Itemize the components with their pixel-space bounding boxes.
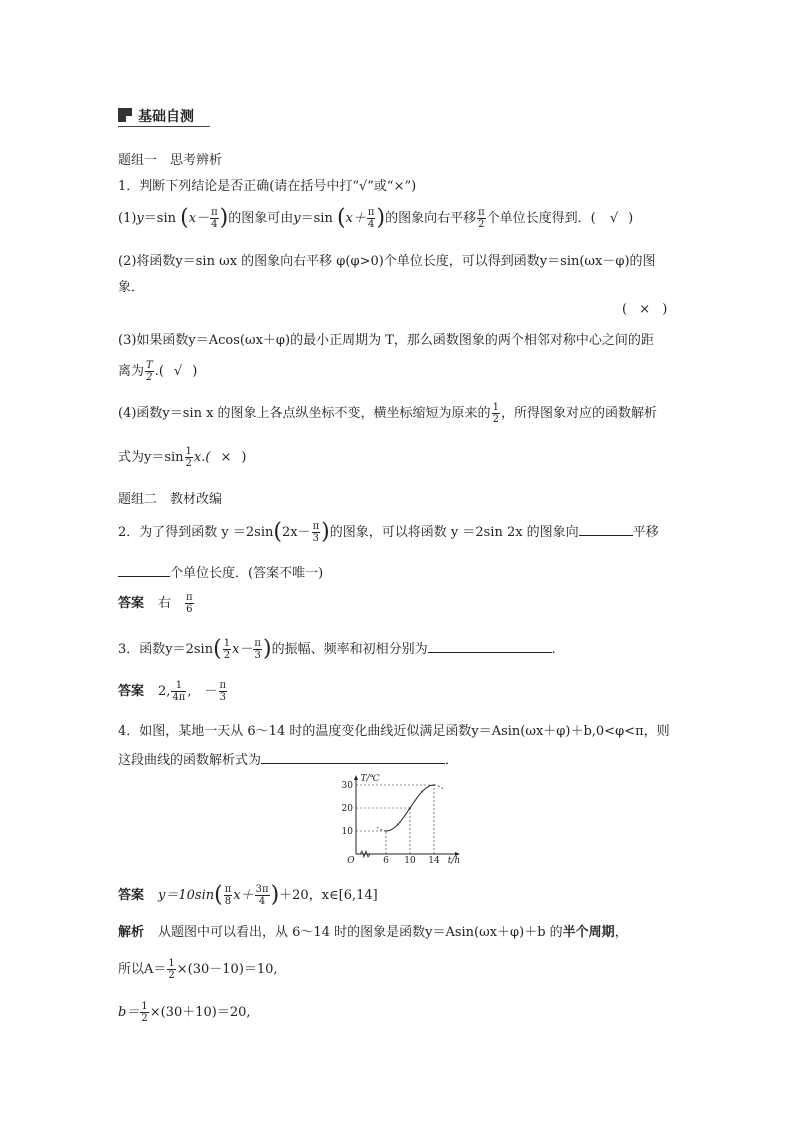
s1-y2: y: [293, 211, 301, 226]
s1-x1: x－: [188, 211, 210, 226]
a4-label: 答案: [118, 888, 145, 903]
section-square-icon: [118, 108, 132, 122]
s4-line1a: (4)函数y＝sin x 的图象上各点纵坐标不变，横坐标缩短为原来的: [118, 406, 491, 421]
q2-frac-den: 3: [312, 533, 320, 544]
s1-y: y: [136, 211, 144, 226]
q2-tail2: 个单位长度．(答案不唯一): [170, 566, 324, 581]
s1-eq: ＝sin: [143, 211, 176, 226]
analysis-l3post: ×(30＋10)＝20,: [149, 1005, 251, 1020]
a3-frac1-den: 4π: [172, 692, 186, 703]
s4-frac2-num: 1: [185, 446, 192, 457]
a3-label: 答案: [118, 684, 145, 699]
s4-line1b: ，所得图象对应的函数解析: [500, 406, 657, 421]
a4-rparen: ): [270, 882, 280, 908]
curve-extension-right: [434, 785, 443, 789]
a4-post: ＋20，x∈[6,14]: [279, 888, 378, 903]
a4-frac1-num: π: [224, 884, 232, 895]
analysis-line1: [118, 921, 628, 940]
s4-frac1-den: 2: [492, 414, 499, 425]
temperature-chart: [336, 772, 462, 864]
q3-post: 的振幅、频率和初相分别为: [271, 642, 428, 657]
s3-mark: √: [173, 364, 183, 379]
y-tick-label-30: 30: [341, 781, 353, 791]
y-tick-label-10: 10: [341, 827, 353, 837]
q1-s3-line1: (3)如果函数y＝Acos(ωx＋φ)的最小正周期为 T，那么函数图象的两个相邻对称中心之间的距: [118, 333, 654, 348]
x-axis-label: t/h: [447, 856, 461, 864]
q3-pre: 3．函数y＝2sin: [118, 642, 214, 657]
a3-frac2-den: 3: [219, 692, 226, 703]
q4-line2-text: 这段曲线的函数解析式为: [118, 753, 262, 768]
s1-frac3-den: 2: [478, 219, 485, 230]
analysis-frac2-den: 2: [141, 1013, 148, 1024]
q3-frac1-den: 2: [223, 650, 231, 661]
a4-x: x＋: [233, 888, 254, 903]
s1-rparen2: ): [376, 205, 386, 231]
a4-frac2-num: 3π: [255, 884, 269, 895]
data-point-8: [397, 824, 399, 826]
q2-rparen: ): [321, 519, 330, 545]
q3-end: ．: [551, 642, 565, 657]
a4-frac1: [224, 884, 233, 907]
a2-label: 答案: [118, 596, 145, 611]
a3-frac2: [219, 680, 228, 703]
q1-stem: 1．判断下列结论是否正确(请在括号中打“√”或“×”): [118, 179, 417, 194]
a2-frac: [185, 592, 194, 615]
s1-frac1-num: π: [211, 207, 218, 218]
s4-frac1-num: 1: [492, 402, 499, 413]
q4-line1: 4．如图，某地一天从 6～14 时的温度变化曲线近似满足函数y＝Asin(ωx＋φ)＋b,0<φ<π，则: [118, 724, 670, 739]
analysis-label: 解析: [118, 925, 145, 940]
a2-v1: 右: [158, 596, 172, 611]
q3-blank[interactable]: [428, 640, 552, 653]
s1-frac2: [367, 207, 376, 230]
s1-close: ): [628, 211, 634, 226]
q3-x: x－: [232, 642, 253, 657]
q3-frac2-den: 3: [254, 650, 261, 661]
section-header: [118, 106, 210, 127]
q2-tail1: 平移: [632, 525, 659, 540]
s1-frac1-den: 4: [211, 219, 218, 230]
q2-frac-num: π: [312, 521, 320, 532]
q4-end: ．: [445, 753, 459, 768]
analysis-l2post: ×(30－10)＝10,: [176, 962, 278, 977]
analysis-line1c: ，: [614, 925, 628, 940]
analysis-line2: [118, 958, 278, 981]
a3-comma: , －: [187, 684, 218, 699]
q2-pre: 2．为了得到函数 y ＝2sin: [118, 525, 274, 540]
analysis-frac1-num: 1: [168, 958, 175, 969]
q1-s4-line1: [118, 402, 657, 425]
q2-frac: [312, 521, 321, 544]
s3-frac-den: 2: [146, 372, 153, 383]
q4-blank[interactable]: [261, 751, 445, 764]
s3-pre: 离为: [118, 364, 145, 379]
q3: [118, 638, 565, 661]
analysis-frac1: [167, 958, 175, 981]
q2-inner: 2x－: [281, 525, 311, 540]
s1-num: (1): [118, 211, 137, 226]
y-axis-label: T/℃: [360, 774, 380, 784]
s4-mark: ×: [220, 450, 232, 465]
s4-frac2: [185, 446, 193, 469]
s4-close: ): [241, 450, 247, 465]
s1-text3: 个单位长度得到．(: [486, 211, 596, 226]
s1-lparen: (: [180, 205, 189, 231]
x-tick-label-14: 14: [428, 856, 440, 864]
x-tick-label-10: 10: [404, 856, 416, 864]
a4-pre: y＝10sin: [158, 888, 215, 903]
analysis-line3: [118, 1001, 251, 1024]
q1-s3-line2: [118, 360, 197, 383]
a2: [118, 592, 195, 615]
q1-s2-line1: (2)将函数y＝sin ωx 的图象向右平移 φ(φ>0)个单位长度，可以得到函数y＝sin(ωx－φ)的图: [118, 254, 656, 269]
s1-x2: x＋: [345, 211, 366, 226]
a4-frac2: [255, 884, 270, 907]
a3-frac1: [171, 680, 186, 703]
q3-rparen: ): [262, 636, 272, 662]
s3-post: .(: [154, 364, 164, 379]
section-title: 基础自测: [138, 109, 194, 125]
s1-mid: 的图象可由: [228, 211, 294, 226]
a3-v1: 2,: [158, 684, 171, 699]
q2-blank1[interactable]: [579, 523, 633, 536]
analysis-l3pre: b＝: [118, 1005, 140, 1020]
q2-blank2[interactable]: [118, 564, 170, 577]
q2-line2: [118, 562, 323, 581]
analysis-line1a: 从题图中可以看出，从 6～14 时的图象是函数y＝Asin(ωx＋φ)＋b 的: [158, 925, 563, 940]
s1-frac3-num: π: [478, 207, 485, 218]
group2-title: 题组二 教材改编: [118, 492, 223, 507]
a2-frac-den: 6: [186, 604, 193, 615]
data-point-6: [385, 830, 387, 832]
q3-frac1: [223, 638, 231, 661]
data-point-14: [433, 784, 435, 786]
q3-frac1-num: 1: [223, 638, 231, 649]
a4-frac1-den: 8: [224, 896, 232, 907]
analysis-frac1-den: 2: [168, 970, 175, 981]
analysis-l2pre: 所以A＝: [118, 962, 167, 977]
a3-frac2-num: π: [219, 680, 227, 691]
a3: [118, 680, 228, 703]
y-axis-arrow: [354, 775, 358, 780]
s4-pre: 式为y＝sin: [118, 450, 184, 465]
q2-mid: 的图象，可以将函数 y ＝2sin 2x 的图象向: [329, 525, 579, 540]
a4: [118, 884, 378, 907]
group1-title: 题组一 思考辨析: [118, 153, 223, 168]
q3-frac2-num: π: [254, 638, 261, 649]
s1-text2: 的图象向右平移: [385, 211, 477, 226]
s3-close: ): [192, 364, 198, 379]
s4-frac1: [492, 402, 500, 425]
a2-frac-num: π: [186, 592, 193, 603]
a4-lparen: (: [214, 882, 223, 908]
q1-s1: [118, 207, 633, 230]
s1-eq2: ＝sin: [300, 211, 333, 226]
origin-label: O: [347, 856, 355, 864]
s1-frac3: [477, 207, 486, 230]
q1-s4-line2: [118, 446, 246, 469]
s4-post: x.(: [193, 450, 211, 465]
s1-frac2-num: π: [367, 207, 375, 218]
s1-lparen2: (: [336, 205, 346, 231]
analysis-frac2: [140, 1001, 148, 1024]
q1-s2-mark: ( × ): [622, 302, 668, 317]
s1-mark: √: [609, 211, 619, 226]
q1-s2-line2: 象．: [118, 280, 145, 295]
s3-frac: [145, 360, 154, 383]
y-tick-label-20: 20: [341, 804, 353, 814]
s4-frac2-den: 2: [185, 458, 192, 469]
a3-frac1-num: 1: [171, 680, 186, 692]
analysis-line1b: 半个周期: [562, 925, 615, 940]
chart-group: [342, 774, 461, 864]
s1-rparen: ): [219, 205, 229, 231]
q4-line2: [118, 749, 458, 768]
a4-frac2-den: 4: [258, 896, 266, 907]
curve-extension-left: [377, 827, 386, 831]
q3-lparen: (: [213, 636, 222, 662]
analysis-frac2-num: 1: [141, 1001, 148, 1012]
s1-frac2-den: 4: [367, 219, 375, 230]
x-tick-label-6: 6: [383, 856, 389, 864]
s3-frac-num: T: [146, 360, 153, 371]
data-point-10: [409, 807, 411, 809]
data-point-12: [421, 791, 423, 793]
q3-frac2: [253, 638, 262, 661]
s1-frac1: [210, 207, 219, 230]
q2-line1: [118, 521, 659, 544]
q2-lparen: (: [273, 519, 282, 545]
